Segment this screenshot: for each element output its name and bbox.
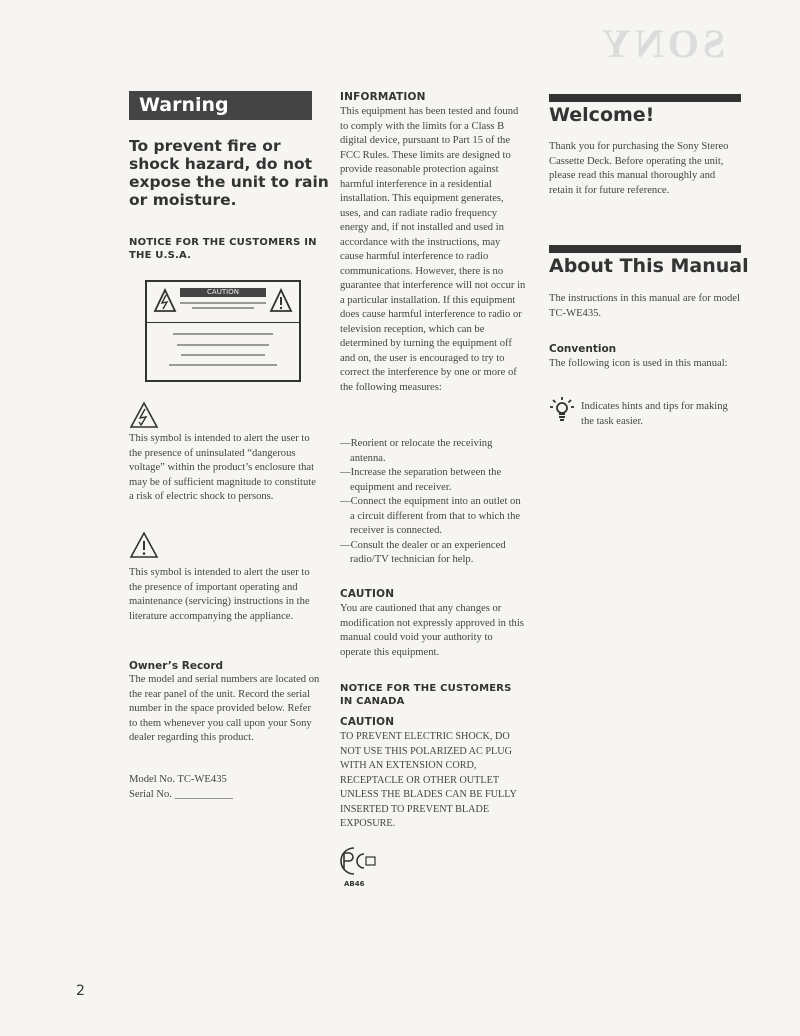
tip-description: Indicates hints and tips for making the task easier.	[581, 401, 728, 427]
caution-label-image	[145, 280, 301, 382]
notice-canada-heading: NOTICE FOR THE CUSTOMERS IN CANADA	[340, 683, 512, 707]
list-item: —Reorient or relocate the receiving antenna.	[340, 438, 493, 464]
canada-caution-body: TO PREVENT ELECTRIC SHOCK, DO NOT USE THIS POLARIZED AC PLUG WITH AN EXTENSION CORD, RECEPTACLE OR OTHER OUTLET UNLESS THE BLADES CAN BE FULLY INSERTED TO PREVENT BLADE EXPOSURE.	[340, 731, 517, 829]
exclamation-triangle-icon	[129, 531, 159, 559]
gost-certification-icon	[334, 845, 380, 877]
convention-heading: Convention	[549, 343, 617, 355]
convention-body: The following icon is used in this manual:	[549, 358, 728, 369]
ghost-text: SONY	[598, 21, 726, 66]
exclamation-triangle-icon	[269, 288, 293, 314]
model-number: Model No. TC-WE435	[129, 774, 227, 785]
page-number: 2	[76, 983, 85, 999]
welcome-heading: Welcome!	[549, 104, 655, 126]
measures-list	[340, 437, 526, 568]
list-item: —Connect the equipment into an outlet on a circuit different from that to which the receiver is connected.	[340, 496, 521, 536]
information-body: This equipment has been tested and found to comply with the limits for a Class B digital device, pursuant to Part 15 of the FCC Rules. These limits are designed to provide reasonable protection against harmful interference in a residential installation. This equipment generates, uses, and can radiate radio frequency energy and, if not installed and used in accordance with the instructions, may cause harmful interference to radio communications. However, there is no guarantee that interference will not occur in a particular installation. If this equipment does cause harmful interference to radio or television reception, which can be determined by turning the equipment off and on, the user is encouraged to try to correct the interference by one or more of the following measures:	[340, 106, 526, 393]
caution-label-title: CAUTION	[180, 288, 266, 297]
section-rule	[549, 94, 741, 102]
lightning-triangle-icon	[153, 288, 177, 314]
caution-fcc-body: You are cautioned that any changes or modification not expressly approved in this manual could void your authority to operate this equipment.	[340, 603, 524, 658]
caution-fcc-heading: CAUTION	[340, 588, 395, 600]
canada-caution-heading: CAUTION	[340, 716, 395, 728]
warning-headline: To prevent fire or shock hazard, do not expose the unit to rain or moisture.	[129, 137, 329, 209]
about-body: The instructions in this manual are for model TC-WE435.	[549, 293, 740, 319]
symbol2-description: This symbol is intended to alert the user to the presence of important operating and maintenance (servicing) instructions in the literature accompanying the appliance.	[129, 567, 310, 622]
about-heading: About This Manual	[549, 255, 749, 277]
owners-record-heading: Owner’s Record	[129, 660, 224, 672]
information-heading: INFORMATION	[340, 91, 426, 103]
section-rule	[549, 245, 741, 253]
welcome-body: Thank you for purchasing the Sony Stereo Cassette Deck. Before operating the unit, please read this manual thoroughly and retain it for future reference.	[549, 141, 729, 196]
serial-number: Serial No. ___________	[129, 789, 233, 800]
symbol1-description: This symbol is intended to alert the user to the presence of uninsulated “dangerous voltage” within the product’s enclosure that may be of sufficient magnitude to constitute a risk of electric shock to persons.	[129, 433, 316, 502]
list-item: —Increase the separation between the equipment and receiver.	[340, 467, 502, 493]
certification-code: AB46	[344, 880, 365, 888]
owners-record-body: The model and serial numbers are located on the rear panel of the unit. Record the serial number in the space provided below. Refer to them whenever you call upon your Sony dealer regarding this product.	[129, 674, 320, 743]
notice-usa-heading: NOTICE FOR THE CUSTOMERS IN THE U.S.A.	[129, 237, 317, 261]
warning-banner: Warning	[129, 91, 312, 120]
lightbulb-tip-icon	[549, 396, 575, 422]
list-item: —Consult the dealer or an experienced radio/TV technician for help.	[340, 539, 506, 565]
lightning-triangle-icon	[129, 401, 159, 429]
